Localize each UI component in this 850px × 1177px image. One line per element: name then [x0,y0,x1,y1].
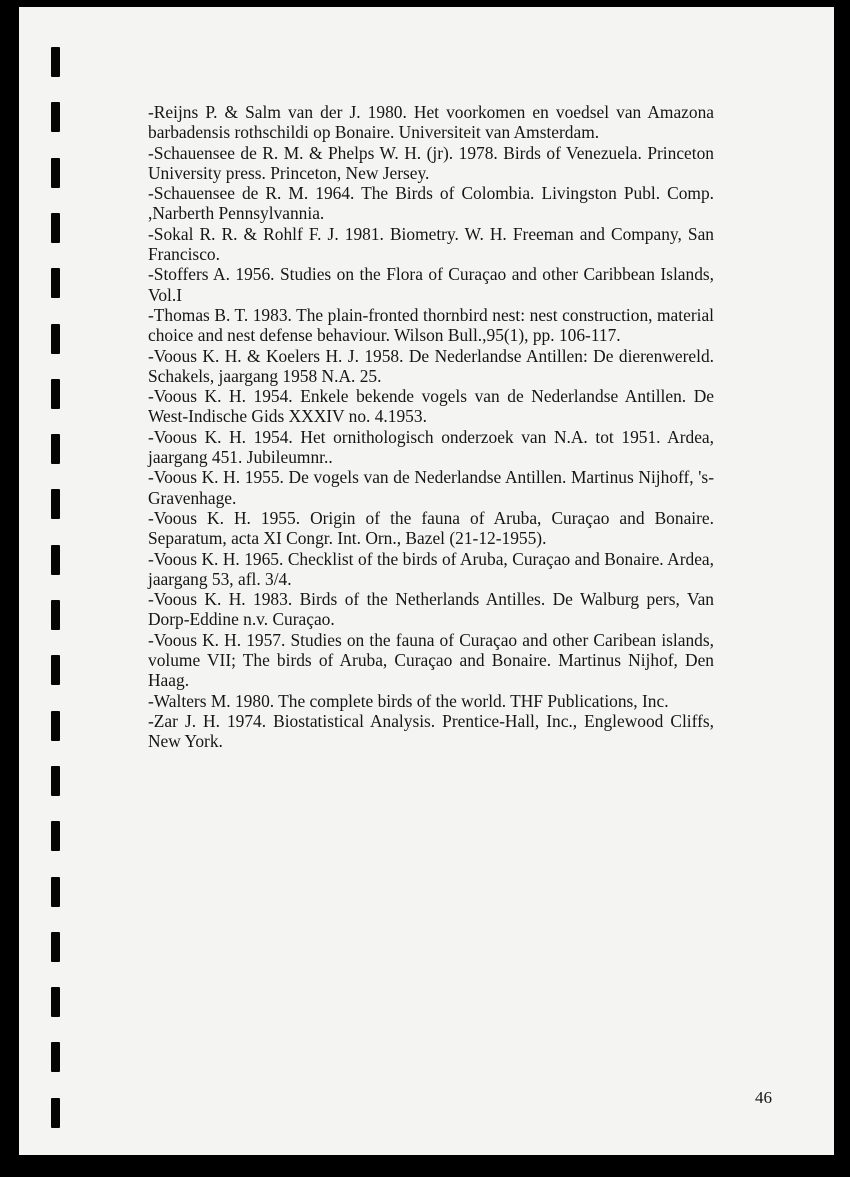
binding-hole [51,324,60,354]
reference-entry: -Voous K. H. 1965. Checklist of the birds of Aruba, Curaçao and Bonaire. Ardea, jaargang 53, afl. 3/4. [148,548,714,589]
document-page [19,7,834,1155]
binding-hole [51,434,60,464]
reference-entry: -Voous K. H. & Koelers H. J. 1958. De Nederlandse Antillen: De dierenwereld. Schakels, jaargang 1958 N.A. 25. [148,345,714,386]
reference-entry: -Schauensee de R. M. 1964. The Birds of Colombia. Livingston Publ. Comp. ,Narberth Pennsylvannia. [148,183,714,224]
binding-hole [51,102,60,132]
page-number: 46 [755,1088,772,1107]
reference-entry: -Sokal R. R. & Rohlf F. J. 1981. Biometry. W. H. Freeman and Company, San Francisco. [148,223,714,265]
reference-entry: -Voous K. H. 1954. Enkele bekende vogels van de Nederlandse Antillen. De West-Indische Gids XXXIV no. 4.1953. [148,386,714,427]
binding-hole [51,158,60,188]
reference-entry: -Reijns P. & Salm van der J. 1980. Het voorkomen en voedsel van Amazona barbadensis rothschildi op Bonaire. Universiteit van Amsterdam. [148,102,714,143]
reference-entry: -Thomas B. T. 1983. The plain-fronted thornbird nest: nest construction, material choice and nest defense behaviour. Wilson Bull.,95(1), pp. 106-117. [148,304,714,346]
reference-entry: -Stoffers A. 1956. Studies on the Flora of Curaçao and other Caribbean Islands, Vol.I [148,264,714,305]
reference-entry: -Zar J. H. 1974. Biostatistical Analysis. Prentice-Hall, Inc., Englewood Cliffs, New York. [148,710,714,752]
binding-hole [51,545,60,575]
binding-hole [51,877,60,907]
reference-entry: -Voous K. H. 1955. Origin of the fauna of Aruba, Curaçao and Bonaire. Separatum, acta XI Congr. Int. Orn., Bazel (21-12-1955). [148,507,714,549]
binding-hole [51,766,60,796]
binding-hole [51,268,60,298]
reference-entry: -Voous K. H. 1983. Birds of the Netherlands Antilles. De Walburg pers, Van Dorp-Eddine n.v. Curaçao. [148,589,714,630]
binding-hole [51,489,60,519]
binding-hole [51,655,60,685]
binding-hole [51,379,60,409]
binding-hole [51,1098,60,1128]
binding-hole [51,987,60,1017]
reference-entry: -Voous K. H. 1954. Het ornithologisch onderzoek van N.A. tot 1951. Ardea, jaargang 451. Jubileumnr.. [148,426,714,468]
binding-hole [51,47,60,77]
binding-hole [51,600,60,630]
binding-hole [51,821,60,851]
binding-hole [51,213,60,243]
binding-hole [51,932,60,962]
reference-entry: -Voous K. H. 1957. Studies on the fauna of Curaçao and other Caribean islands, volume VII; The birds of Aruba, Curaçao and Bonaire. Martinus Nijhof, Den Haag. [148,629,714,691]
reference-list [148,102,714,752]
reference-entry: -Walters M. 1980. The complete birds of the world. THF Publications, Inc. [148,690,669,711]
reference-entry: -Voous K. H. 1955. De vogels van de Nederlandse Antillen. Martinus Nijhoff, 's-Gravenhage. [148,467,714,508]
spiral-binding [51,47,61,1127]
binding-hole [51,711,60,741]
binding-hole [51,1042,60,1072]
reference-entry: -Schauensee de R. M. & Phelps W. H. (jr). 1978. Birds of Venezuela. Princeton University press. Princeton, New Jersey. [148,142,714,183]
